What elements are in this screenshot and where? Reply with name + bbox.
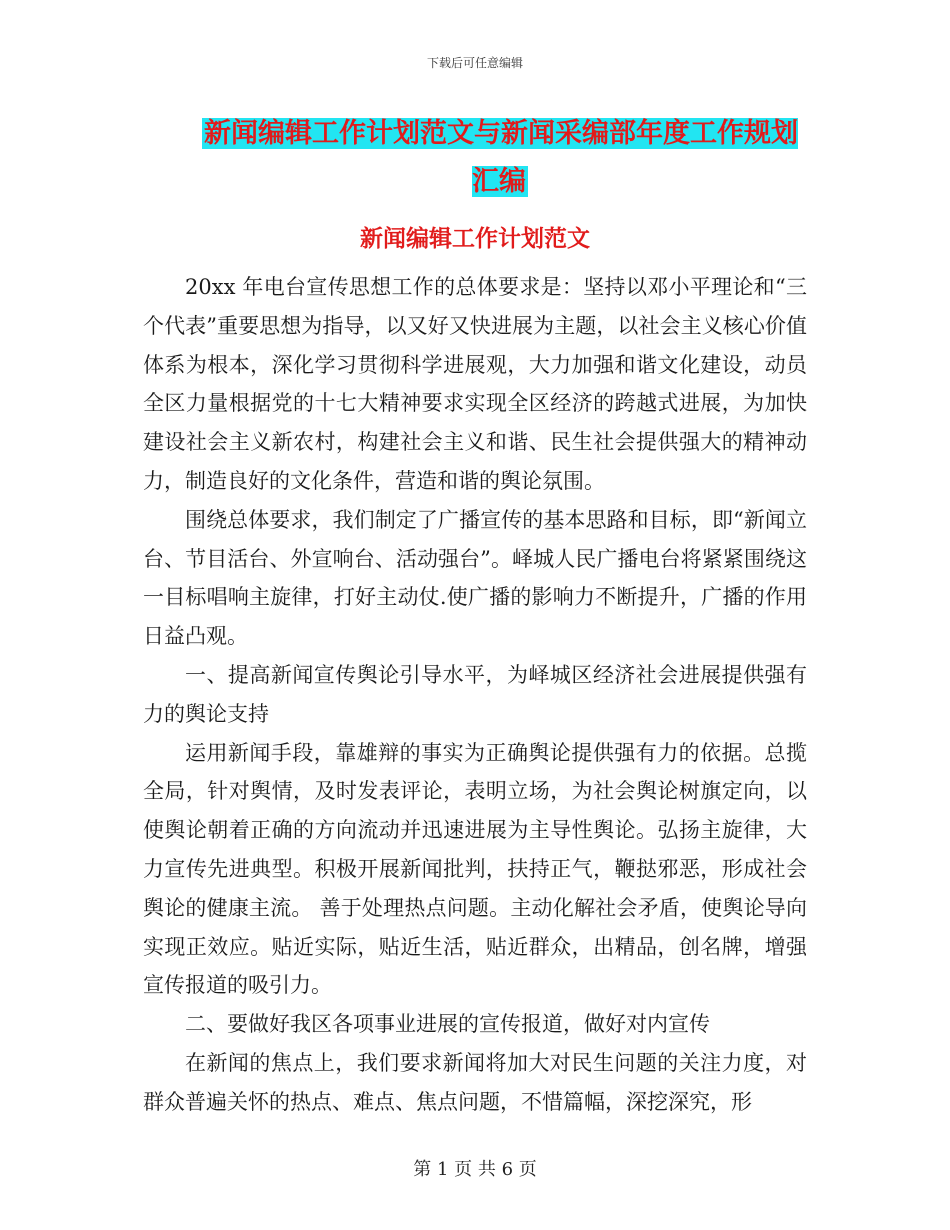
- paragraph: 围绕总体要求，我们制定了广播宣传的基本思路和目标，即“新闻立台、节目活台、外宣响台、活动强台”。峄城人民广播电台将紧紧围绕这一目标唱响主旋律，打好主动仗.使广播的影响力不断提升，广播的作用日益凸观。: [143, 507, 807, 649]
- paragraph: 运用新闻手段，靠雄辩的事实为正确舆论提供强有力的依据。总揽全局，针对舆情，及时发表评论，表明立场，为社会舆论树旗定向，以使舆论朝着正确的方向流动并迅速进展为主导性舆论。弘扬主旋律，大力宣传先进典型。积极开展新闻批判，扶持正气，鞭挞邪恶，形成社会舆论的健康主流。 善于处理热点问题。主动化解社会矛盾，使舆论导向实现正效应。贴近实际，贴近生活，贴近群众，出精品，创名牌，增强宣传报道的吸引力。: [143, 740, 807, 998]
- document-title-text: 新闻编辑工作计划范文与新闻采编部年度工作规划汇编: [204, 118, 798, 197]
- paragraph: 在新闻的焦点上，我们要求新闻将加大对民生问题的关注力度，对群众普遍关怀的热点、难点、焦点问题，不惜篇幅，深挖深究，形: [143, 1050, 807, 1114]
- section-title: 新闻编辑工作计划范文: [360, 226, 590, 252]
- section-heading-1: 一、提高新闻宣传舆论引导水平，为峄城区经济社会进展提供强有力的舆论支持: [143, 662, 807, 726]
- paragraph: 20xx 年电台宣传思想工作的总体要求是：坚持以邓小平理论和“三个代表”重要思想为指导，以又好又快进展为主题，以社会主义核心价值体系为根本，深化学习贯彻科学进展观，大力加强和谐文化建设，动员全区力量根据党的十七大精神要求实现全区经济的跨越式进展，为加快建设社会主义新农村，构建社会主义和谐、民生社会提供强大的精神动力，制造良好的文化条件，营造和谐的舆论氛围。: [143, 275, 807, 493]
- page-number: 第 1 页 共 6 页: [413, 1159, 537, 1180]
- header-note: 下载后可任意编辑: [426, 56, 523, 70]
- document-title: [190, 110, 810, 206]
- document-body: [143, 268, 807, 1122]
- section-heading-2: 二、要做好我区各项事业进展的宣传报道，做好对内宣传: [185, 1012, 710, 1037]
